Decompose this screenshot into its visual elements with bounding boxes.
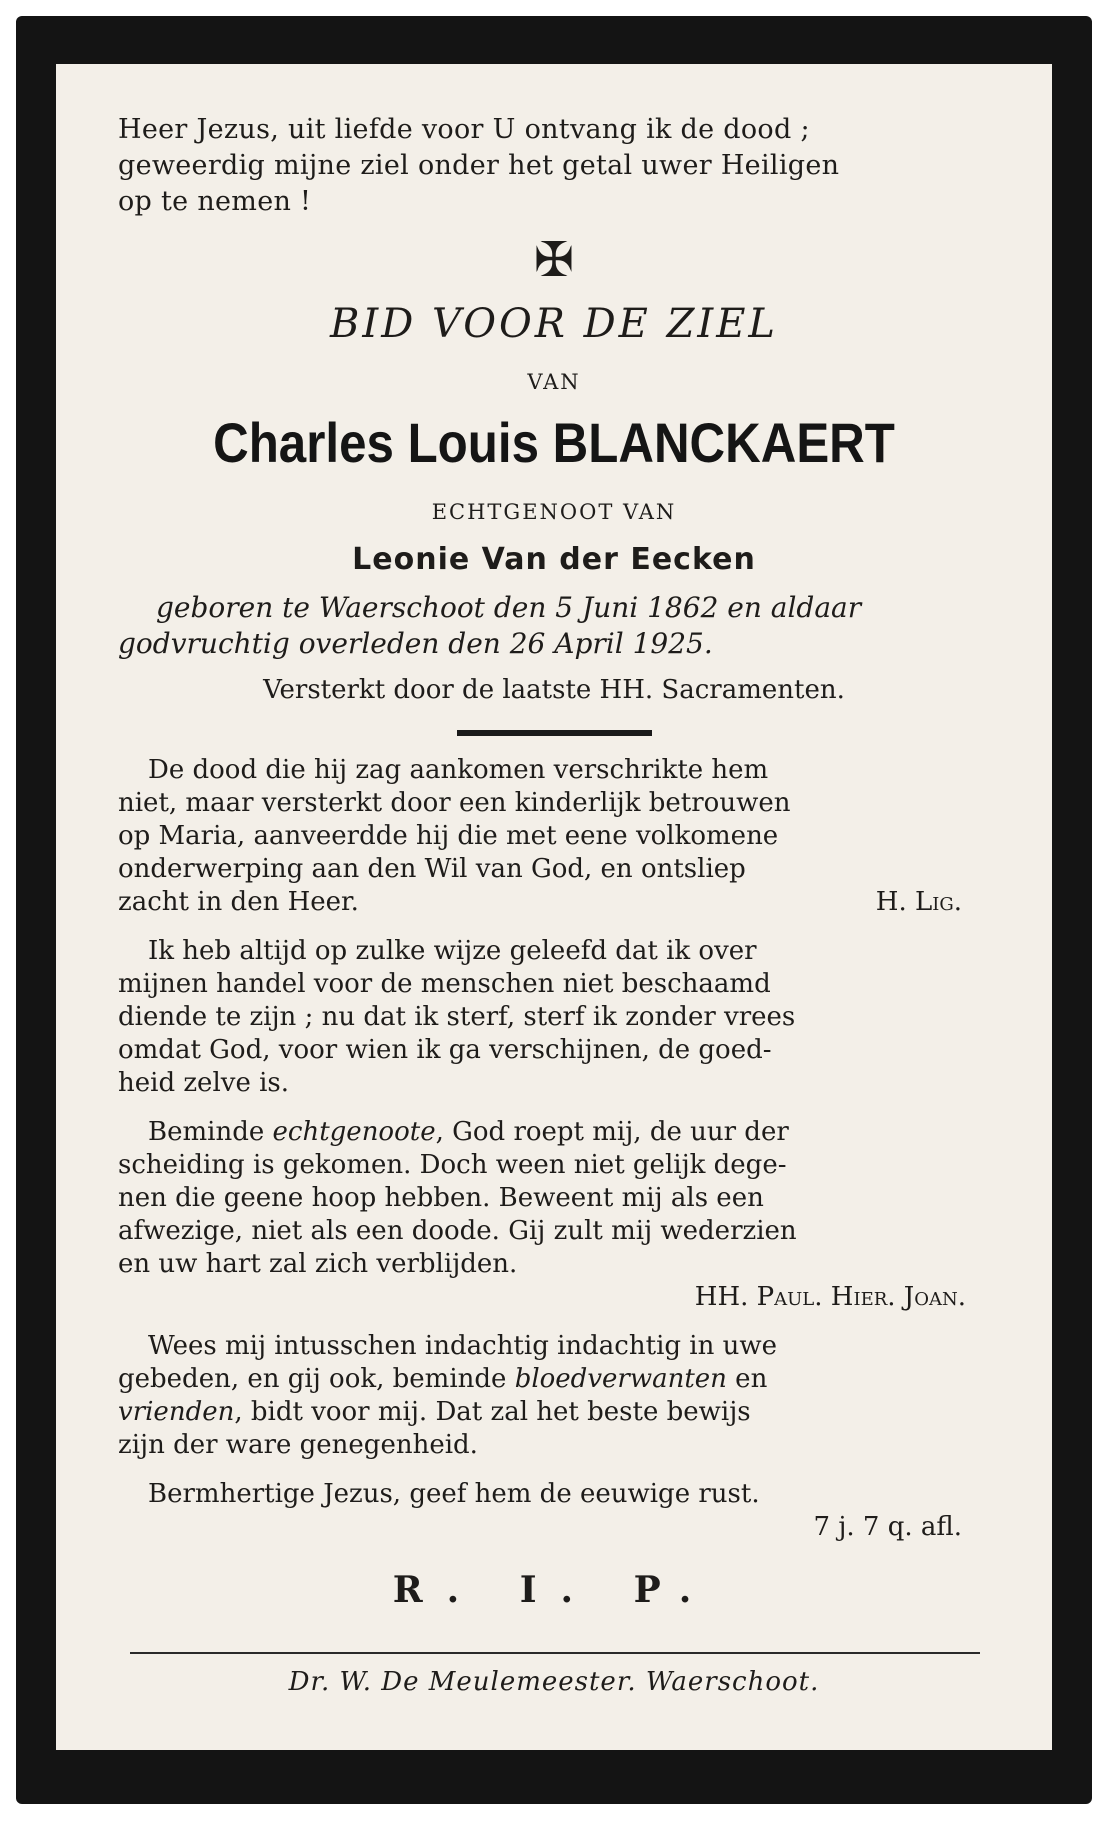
text-run: gebeden, en gij ook, beminde xyxy=(118,1364,515,1394)
paragraph-line: heid zelve is. xyxy=(118,1068,290,1098)
paragraph-line: zijn der ware genegenheid. xyxy=(118,1430,478,1460)
citation-ref: H. Lig. xyxy=(875,887,962,917)
paragraph-line xyxy=(118,1396,990,1429)
paragraph-last-line xyxy=(118,886,990,919)
indulgence-note: 7 j. 7 q. afl. xyxy=(813,1512,962,1542)
card-content xyxy=(118,112,990,1700)
printer-divider xyxy=(130,1652,980,1654)
paragraph-line: scheiding is gekomen. Doch ween niet gelijk dege- xyxy=(118,1150,787,1180)
prayer-line: op te nemen ! xyxy=(118,186,312,217)
paragraph-line: niet, maar versterkt door een kinderlijk betrouwen xyxy=(118,788,791,818)
paragraph-line: mijnen handel voor de menschen niet beschaamd xyxy=(118,969,771,999)
paragraph-4 xyxy=(118,1330,990,1462)
heading-bid: BID VOOR DE ZIEL xyxy=(330,301,778,347)
text-run: en xyxy=(726,1364,768,1394)
paragraph-line xyxy=(118,1363,990,1396)
paragraph-line: op Maria, aanveerdde hij die met eene volkomene xyxy=(118,821,779,851)
divider-rule xyxy=(457,730,652,736)
spouse-name: Leonie Van der Eecken xyxy=(352,542,756,577)
opening-prayer xyxy=(118,112,990,220)
paragraph-2 xyxy=(118,935,990,1100)
closing-prayer xyxy=(118,1478,990,1544)
text-run: , God roept mij, de uur der xyxy=(435,1117,789,1147)
prayer-line: geweerdig mijne ziel onder het getal uwer Heiligen xyxy=(118,150,840,181)
rip-text: R. I. P. xyxy=(392,1569,716,1611)
citation-ref: HH. Paul. Hier. Joan. xyxy=(694,1282,966,1312)
paragraph-line: Ik heb altijd op zulke wijze geleefd dat ik over xyxy=(148,936,757,966)
paragraph-line: afwezige, niet als een doode. Gij zult mij wederzien xyxy=(118,1216,797,1246)
spouse-of-label: ECHTGENOOT VAN xyxy=(431,500,677,524)
paragraph-line: zacht in den Heer. xyxy=(118,887,359,917)
printer-credit: Dr. W. De Meulemeester. Waerschoot. xyxy=(288,1667,820,1697)
paragraph-line: De dood die hij zag aankomen verschrikte hem xyxy=(148,755,769,785)
mourning-card xyxy=(16,16,1092,1804)
paragraph-line: Bermhertige Jezus, geef hem de eeuwige rust. xyxy=(148,1479,760,1509)
paragraph-line: omdat God, voor wien ik ga verschijnen, de goed- xyxy=(118,1035,772,1065)
sacraments-line: Versterkt door de laatste HH. Sacramenten. xyxy=(263,675,845,705)
paragraph-line xyxy=(118,1116,990,1149)
prayer-line: Heer Jezus, uit liefde voor U ontvang ik de dood ; xyxy=(118,114,810,145)
paragraph-line: diende te zijn ; nu dat ik sterf, sterf ik zonder vrees xyxy=(118,1002,796,1032)
text-run-italic: vrienden xyxy=(118,1397,235,1427)
paragraph-line: Wees mij intusschen indachtig indachtig in uwe xyxy=(148,1331,778,1361)
birth-line: geboren te Waerschoot den 5 Juni 1862 en aldaar xyxy=(156,591,862,624)
card-paper xyxy=(56,64,1052,1750)
death-line: godvruchtig overleden den 26 April 1925. xyxy=(118,627,713,660)
paragraph-line: onderwerping aan den Wil van God, en ontsliep xyxy=(118,854,746,884)
text-run-italic: echtgenoote xyxy=(272,1117,436,1147)
paragraph-line: nen die geene hoop hebben. Beweent mij als een xyxy=(118,1183,764,1213)
text-run-italic: bloedverwanten xyxy=(514,1364,727,1394)
paragraph-line: en uw hart zal zich verblijden. xyxy=(118,1249,518,1279)
text-run: Beminde xyxy=(148,1117,273,1147)
text-run: , bidt voor mij. Dat zal het beste bewijs xyxy=(234,1397,751,1427)
paragraph-1 xyxy=(118,754,990,919)
paragraph-3 xyxy=(118,1116,990,1314)
deceased-name: Charles Louis BLANCKAERT xyxy=(213,411,895,474)
heading-van: VAN xyxy=(527,370,581,394)
cross-icon: ✠ xyxy=(533,232,575,288)
